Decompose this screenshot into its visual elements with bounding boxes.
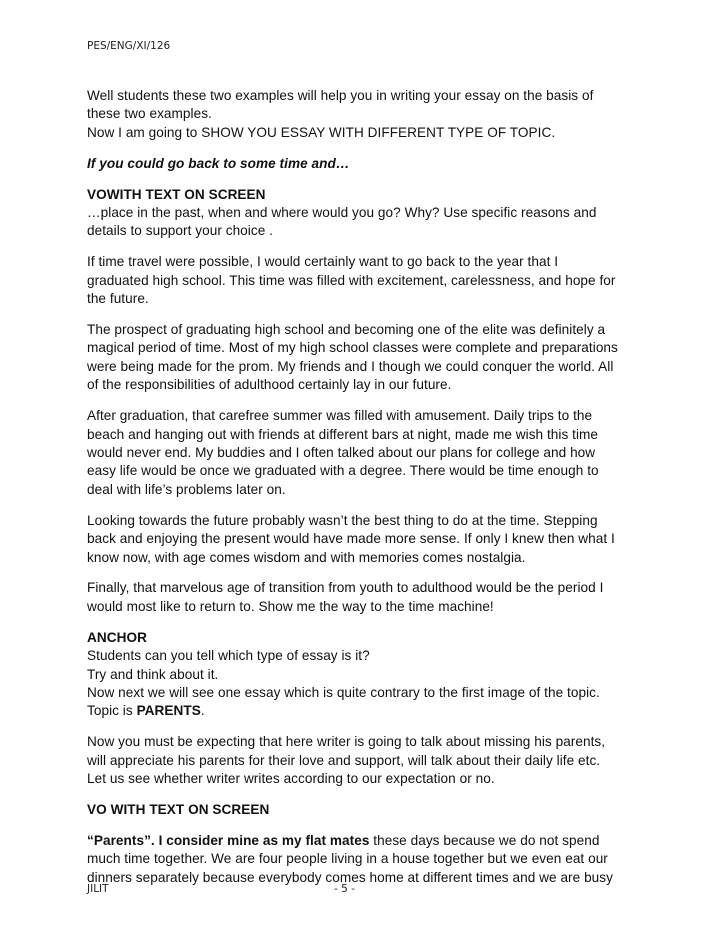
text-line: Now I am going to SHOW YOU ESSAY WITH DIFFERENT TYPE OF TOPIC. bbox=[87, 124, 556, 140]
document-body bbox=[87, 87, 647, 900]
essay-paragraph-7 bbox=[87, 832, 647, 887]
text-line: would never end. My buddies and I often talked about our plans for college and how bbox=[87, 445, 596, 460]
text-line: will appreciate his parents for their love and support, will talk about their daily life etc. bbox=[87, 752, 601, 768]
text-line: much time together. We are four people living in a house together but we even eat our bbox=[87, 851, 608, 867]
page-number: - 5 - bbox=[334, 883, 355, 895]
topic-suffix: . bbox=[200, 703, 205, 719]
essay-paragraph-6 bbox=[87, 733, 647, 788]
essay-paragraph-3 bbox=[87, 407, 647, 499]
text-line: Try and think about it. bbox=[87, 666, 219, 682]
text-line: know now, with age comes wisdom and with memories comes nostalgia. bbox=[87, 549, 526, 565]
text-line: The prospect of graduating high school and becoming one of the elite was definitely a bbox=[87, 322, 606, 338]
text-line: Students can you tell which type of essay is it? bbox=[87, 648, 370, 664]
section-heading: VOWITH TEXT ON SCREEN bbox=[87, 186, 266, 202]
anchor-section bbox=[87, 629, 647, 721]
text-line: graduated high school. This time was filled with excitement, carelessness, and hope for bbox=[87, 272, 616, 288]
text-line: After graduation, that carefree summer was filled with amusement. Daily trips to the bbox=[87, 408, 593, 424]
parents-lead: “Parents”. I consider mine as my flat mates bbox=[87, 832, 370, 848]
topic-name: PARENTS bbox=[136, 703, 201, 719]
text-line: Finally, that marvelous age of transition from youth to adulthood would be the period I bbox=[87, 580, 604, 596]
text-line: magical period of time. Most of my high school classes were complete and preparations bbox=[87, 340, 618, 356]
section-vowith-text bbox=[87, 186, 647, 241]
essay-paragraph-4 bbox=[87, 512, 647, 567]
text-line bbox=[87, 832, 647, 850]
intro-paragraph bbox=[87, 87, 647, 142]
text-line: Now you must be expecting that here writer is going to talk about missing his parents, bbox=[87, 734, 606, 750]
essay-paragraph-1 bbox=[87, 253, 647, 308]
text-line: these two examples. bbox=[87, 106, 212, 122]
text-line: were being made for the prom. My friends and I though we could conquer the world. All bbox=[87, 358, 614, 374]
text-line: of the responsibilities of adulthood certainly lay in our future. bbox=[87, 377, 452, 393]
text-line: Now next we will see one essay which is quite contrary to the first image of the topic. bbox=[87, 684, 600, 700]
text-line: If time travel were possible, I would certainly want to go back to the year that I bbox=[87, 254, 559, 270]
text-line: dinners separately because everybody comes home at different times and we are busy bbox=[87, 869, 613, 885]
footer-label: JILIT bbox=[87, 883, 109, 895]
topic-prefix: Topic is bbox=[87, 703, 137, 719]
text-line: back and enjoying the present would have made more sense. If only I knew then what I bbox=[87, 531, 615, 547]
text-line: Let us see whether writer writes according to our expectation or no. bbox=[87, 771, 495, 787]
text-line bbox=[87, 702, 647, 720]
text-line: Well students these two examples will help you in writing your essay on the basis of bbox=[87, 88, 594, 103]
text-line: Looking towards the future probably wasn’t the best thing to do at the time. Stepping bbox=[87, 512, 598, 528]
text-line: deal with life’s problems later on. bbox=[87, 481, 286, 497]
text-line: …place in the past, when and where would you go? Why? Use specific reasons and bbox=[87, 205, 597, 221]
text-line: easy life would be once we graduated with a degree. There would be time enough to bbox=[87, 463, 599, 479]
essay-paragraph-2 bbox=[87, 321, 647, 395]
parents-rest: these days because we do not spend bbox=[369, 832, 600, 848]
text-line: the future. bbox=[87, 291, 149, 307]
text-line: beach and hanging out with friends at different bars at night, made me wish this time bbox=[87, 426, 599, 442]
text-line: would most like to return to. Show me the way to the time machine! bbox=[87, 598, 494, 614]
section-vo-text: VO WITH TEXT ON SCREEN bbox=[87, 802, 270, 817]
text-line: details to support your choice . bbox=[87, 223, 273, 239]
page-header-code: PES/ENG/XI/126 bbox=[87, 40, 171, 52]
section-heading: ANCHOR bbox=[87, 629, 147, 645]
topic-title: If you could go back to some time and… bbox=[87, 155, 350, 171]
essay-paragraph-5 bbox=[87, 579, 647, 616]
